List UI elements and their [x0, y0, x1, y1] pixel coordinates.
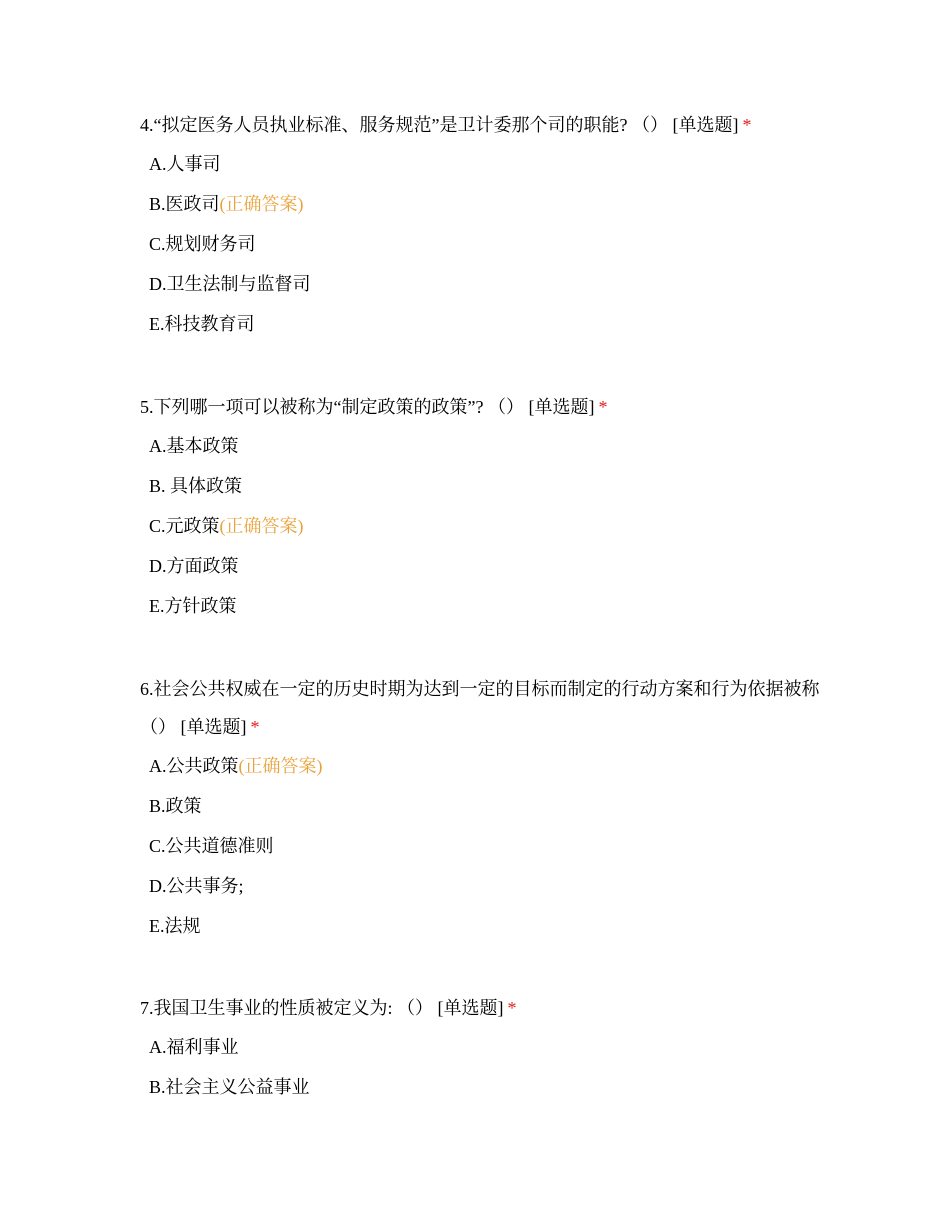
- option-list: [140, 1027, 830, 1107]
- question-text: 5.下列哪一项可以被称为“制定政策的政策”? （） [单选题]: [140, 397, 595, 417]
- option-b[interactable]: [149, 466, 830, 506]
- option-e[interactable]: [149, 906, 830, 946]
- option-label: C.公共道德准则: [149, 836, 274, 856]
- option-b[interactable]: [149, 1067, 830, 1107]
- option-c[interactable]: [149, 826, 830, 866]
- option-label: B.政策: [149, 796, 202, 816]
- question-title: [140, 670, 830, 746]
- option-e[interactable]: [149, 304, 830, 344]
- option-label: A.基本政策: [149, 436, 239, 456]
- correct-answer-mark: (正确答案): [219, 194, 304, 214]
- required-asterisk: *: [507, 998, 517, 1018]
- option-c[interactable]: [149, 224, 830, 264]
- question-5: [140, 388, 830, 626]
- option-label: D.公共事务;: [149, 876, 244, 896]
- option-label: D.卫生法制与监督司: [149, 274, 311, 294]
- question-text: 7.我国卫生事业的性质被定义为: （） [单选题]: [140, 998, 504, 1018]
- option-e[interactable]: [149, 586, 830, 626]
- option-label: A.福利事业: [149, 1037, 239, 1057]
- option-label: D.方面政策: [149, 556, 239, 576]
- option-d[interactable]: [149, 866, 830, 906]
- question-4: [140, 106, 830, 344]
- question-text: 6.社会公共权威在一定的历史时期为达到一定的目标而制定的行动方案和行为依据被称（） [单选题]: [140, 679, 820, 737]
- required-asterisk: *: [598, 397, 608, 417]
- correct-answer-mark: (正确答案): [219, 516, 304, 536]
- option-label: B. 具体政策: [149, 476, 243, 496]
- required-asterisk: *: [250, 717, 260, 737]
- question-title: [140, 989, 830, 1027]
- option-label: A.人事司: [149, 154, 221, 174]
- option-label: B.社会主义公益事业: [149, 1077, 310, 1097]
- required-asterisk: *: [742, 115, 752, 135]
- option-b[interactable]: [149, 184, 830, 224]
- option-label: C.元政策: [149, 516, 220, 536]
- option-b[interactable]: [149, 786, 830, 826]
- option-a[interactable]: [149, 426, 830, 466]
- question-text: 4.“拟定医务人员执业标准、服务规范”是卫计委那个司的职能? （） [单选题]: [140, 115, 739, 135]
- option-list: [140, 746, 830, 946]
- question-6: [140, 670, 830, 946]
- question-title: [140, 388, 830, 426]
- option-label: A.公共政策: [149, 756, 239, 776]
- option-a[interactable]: [149, 746, 830, 786]
- option-label: E.科技教育司: [149, 314, 255, 334]
- correct-answer-mark: (正确答案): [238, 756, 323, 776]
- option-list: [140, 426, 830, 626]
- option-label: C.规划财务司: [149, 234, 256, 254]
- option-label: E.方针政策: [149, 596, 237, 616]
- question-title: [140, 106, 830, 144]
- option-label: B.医政司: [149, 194, 220, 214]
- option-label: E.法规: [149, 916, 201, 936]
- option-list: [140, 144, 830, 344]
- option-d[interactable]: [149, 546, 830, 586]
- option-d[interactable]: [149, 264, 830, 304]
- option-a[interactable]: [149, 1027, 830, 1067]
- option-a[interactable]: [149, 144, 830, 184]
- question-7: [140, 989, 830, 1107]
- option-c[interactable]: [149, 506, 830, 546]
